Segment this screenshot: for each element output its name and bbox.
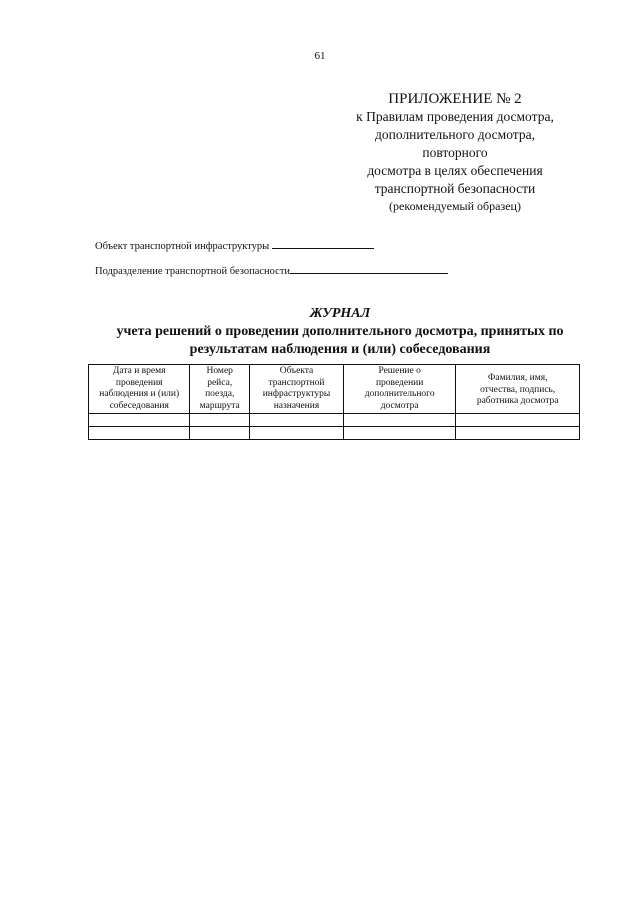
division-field-label: Подразделение транспортной безопасности (95, 266, 291, 277)
table-row (89, 414, 580, 427)
journal-title: ЖУРНАЛ (309, 306, 371, 321)
header-line: наблюдения и (или) (99, 389, 180, 399)
header-line: Решение о (378, 366, 421, 376)
appendix-line: к Правилам проведения досмотра, (356, 109, 554, 124)
header-destination-object (250, 365, 344, 414)
table-cell[interactable] (250, 427, 344, 440)
journal-subtitle: результатам наблюдения и (или) собеседования (189, 342, 491, 357)
header-officer (456, 365, 580, 414)
header-line: инфраструктуры (262, 389, 331, 399)
appendix-line: дополнительного досмотра, (375, 127, 535, 142)
table-header-row (89, 365, 580, 414)
header-line: назначения (273, 400, 320, 411)
header-line: работника досмотра (476, 396, 559, 406)
table-cell[interactable] (190, 427, 250, 440)
appendix-header (340, 90, 570, 214)
header-line: транспортной (268, 377, 325, 388)
header-line: проведения (115, 377, 163, 388)
journal-heading (60, 305, 620, 359)
table-cell[interactable] (343, 427, 455, 440)
journal-subtitle: учета решений о проведении дополнительного досмотра, принятых по (116, 324, 564, 339)
header-line: собеседования (109, 400, 169, 411)
table-cell[interactable] (89, 427, 190, 440)
object-field (95, 237, 374, 252)
table-cell[interactable] (456, 427, 580, 440)
page-number: 61 (314, 50, 326, 62)
table-cell[interactable] (250, 414, 344, 427)
header-decision (343, 365, 455, 414)
header-line: рейса, (207, 377, 233, 388)
table-row (89, 427, 580, 440)
appendix-note: (рекомендуемый образец) (389, 199, 521, 213)
header-line: дополнительного (364, 389, 435, 399)
header-line: Фамилия, имя, (487, 373, 548, 383)
table-cell[interactable] (190, 414, 250, 427)
appendix-line: транспортной безопасности (374, 181, 536, 196)
object-field-blank[interactable] (272, 237, 374, 249)
header-line: Дата и время (112, 366, 166, 376)
table-cell[interactable] (89, 414, 190, 427)
appendix-line: повторного (422, 145, 488, 160)
journal-table (88, 364, 580, 440)
header-line: отчества, подпись, (480, 384, 556, 395)
header-line: Номер (206, 366, 233, 376)
header-line: поезда, (205, 389, 235, 399)
header-route-number (190, 365, 250, 414)
header-line: Объекта (279, 366, 314, 376)
table-cell[interactable] (343, 414, 455, 427)
header-datetime (89, 365, 190, 414)
appendix-line: досмотра в целях обеспечения (367, 163, 543, 178)
division-field-blank[interactable] (290, 262, 448, 274)
appendix-title: ПРИЛОЖЕНИЕ № 2 (388, 91, 522, 107)
header-line: досмотра (380, 400, 419, 411)
header-line: маршрута (199, 400, 240, 411)
division-field (95, 262, 448, 277)
header-line: проведении (375, 377, 424, 388)
table-cell[interactable] (456, 414, 580, 427)
object-field-label: Объект транспортной инфраструктуры (95, 241, 270, 252)
